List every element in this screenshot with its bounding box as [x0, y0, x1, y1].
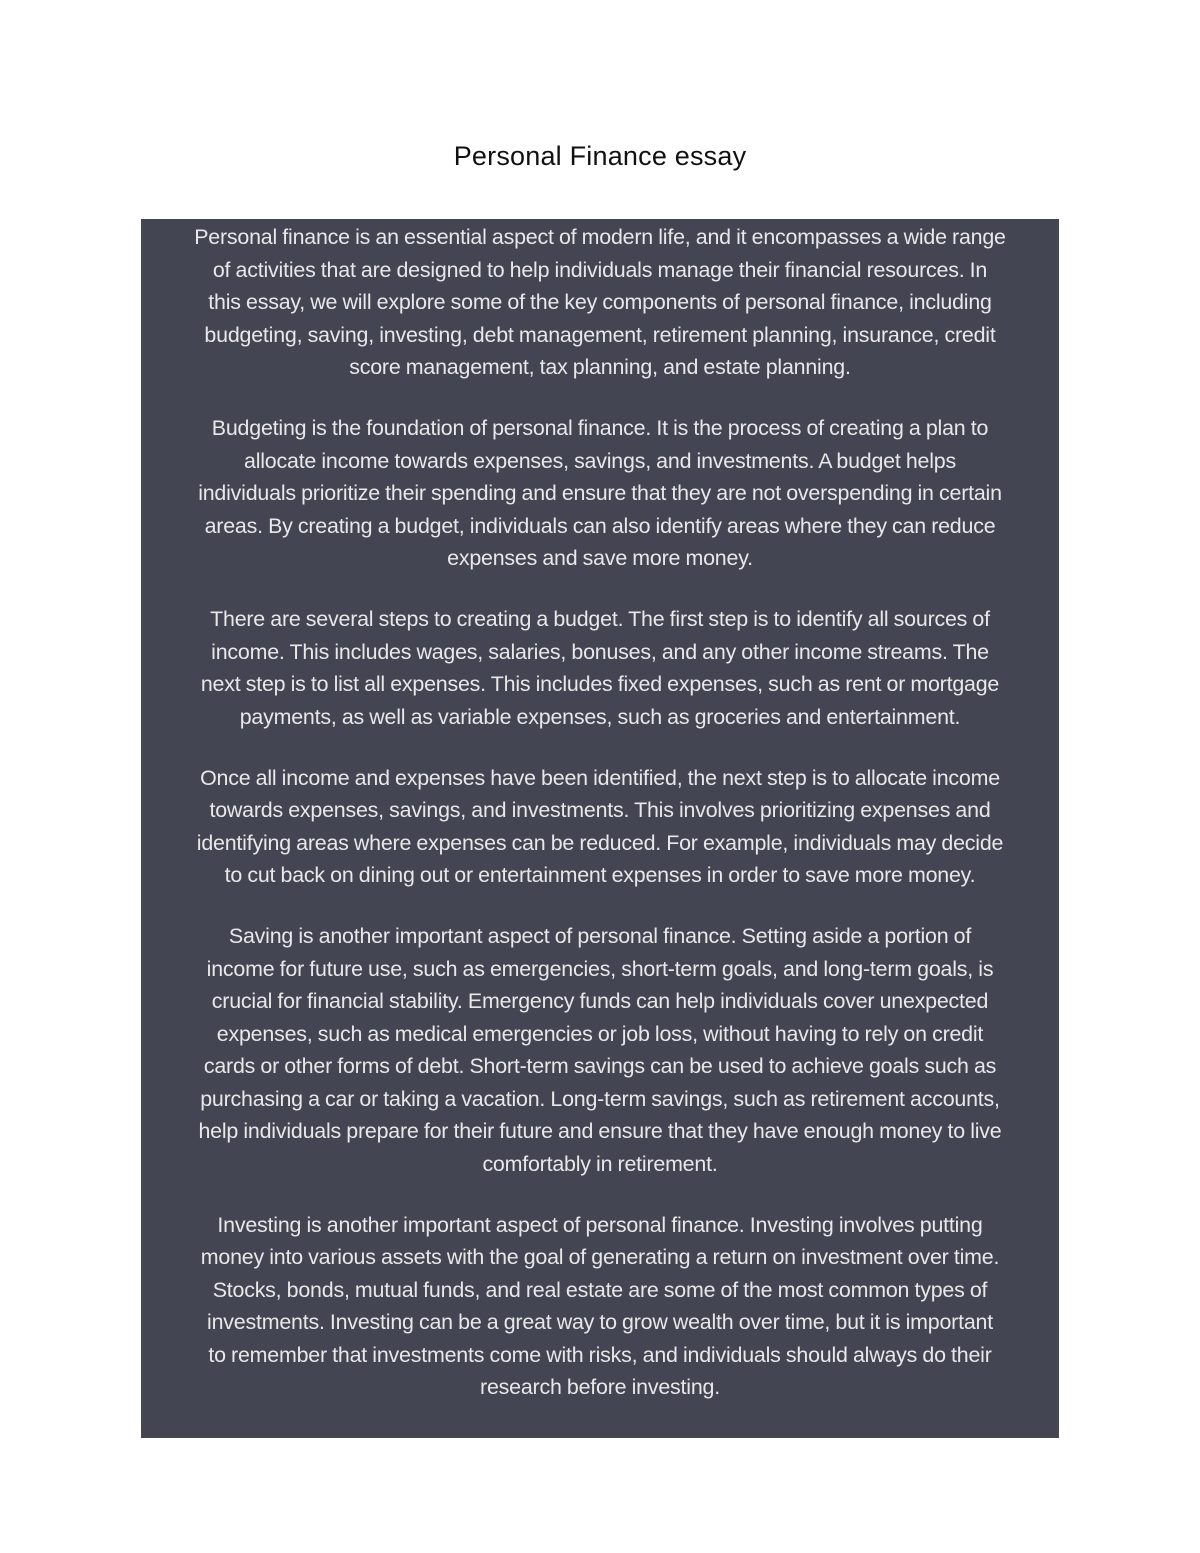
essay-paragraph-intro: Personal finance is an essential aspect of modern life, and it encompasses a wide range of activities that are designed to help individuals manage their financial resources. In this essay, we will explore some of the key components of personal finance, including budgeting, saving, investing, debt management, retirement planning, insurance, credit score management, tax planning, and estate planning. — [194, 225, 1006, 379]
essay-paragraph-budget-steps: There are several steps to creating a budget. The first step is to identify all sources of income. This includes wages, salaries, bonuses, and any other income streams. The next step is to list all expenses. This includes fixed expenses, such as rent or mortgage payments, as well as variable expenses, such as groceries and entertainment. — [200, 607, 1000, 729]
page-title: Personal Finance essay — [453, 141, 747, 171]
essay-paragraph-allocation: Once all income and expenses have been identified, the next step is to allocate income towards expenses, savings, and investments. This involves prioritizing expenses and identifying areas where expenses can be reduced. For example, individuals may decide to cut back on dining out or entertainment expenses in order to save more money. — [196, 765, 1004, 887]
essay-body — [141, 219, 1059, 1438]
essay-paragraph-saving: Saving is another important aspect of personal finance. Setting aside a portion of income for future use, such as emergencies, short-term goals, and long-term goals, is crucial for financial stability. Emergency funds can help individuals cover unexpected expenses, such as medical emergencies or job loss, without having to rely on credit cards or other forms of debt. Short-term savings can be used to achieve goals such as purchasing a car or taking a vacation. Long-term savings, such as retirement accounts, help individuals prepare for their future and ensure that they have enough money to live comfortably in retirement. — [198, 924, 1002, 1176]
essay-paragraph-investing: Investing is another important aspect of personal finance. Investing involves putting money into various assets with the goal of generating a return on investment over time. Stocks, bonds, mutual funds, and real estate are some of the most common types of investments. Investing can be a great way to grow wealth over time, but it is important to remember that investments come with risks, and individuals should always do their research before investing. — [200, 1212, 1000, 1399]
essay-paragraph-budgeting: Budgeting is the foundation of personal finance. It is the process of creating a plan to allocate income towards expenses, savings, and investments. A budget helps individuals prioritize their spending and ensure that they are not overspending in certain areas. By creating a budget, individuals can also identify areas where they can reduce expenses and save more money. — [198, 416, 1002, 570]
